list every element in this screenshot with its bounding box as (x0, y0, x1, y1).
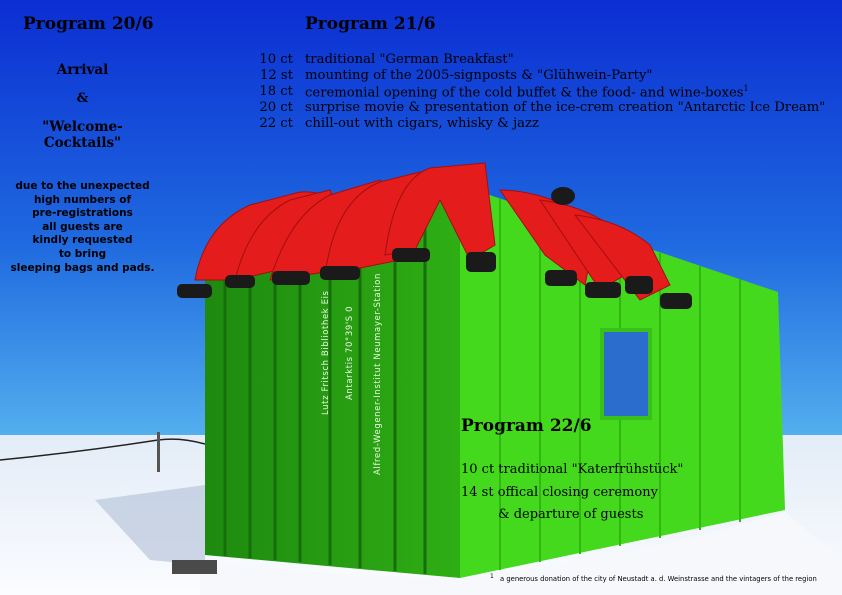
container-label-2: Antarktis 70°39'S 0 (345, 305, 355, 400)
program-20-arrival: Arrival (56, 62, 109, 78)
schedule-time: 10 ct (259, 52, 293, 67)
schedule-desc: traditional "German Breakfast" (305, 52, 514, 67)
schedule-desc: ceremonial opening of the cold buffet & the food- and wine-boxes (305, 85, 744, 101)
schedule-time: 22 ct (259, 116, 293, 131)
notice-line: due to the unexpected (15, 180, 150, 192)
schedule-time: 12 st (259, 68, 293, 83)
container-window (602, 330, 650, 418)
schedule-desc: mounting of the 2005-signposts & "Glühwein-Party" (305, 68, 653, 83)
footnote-marker: 1 (743, 84, 749, 93)
container-foot (172, 560, 217, 574)
schedule-time: 18 ct (259, 84, 293, 99)
program-20-ampersand: & (76, 91, 89, 106)
notice-line: all guests are (42, 220, 123, 233)
schedule-desc: chill-out with cigars, whisky & jazz (305, 116, 539, 131)
schedule-desc-wrap (305, 84, 749, 100)
program-22-title: Program 22/6 (461, 416, 592, 436)
schedule-time: 20 ct (259, 100, 293, 115)
footnote-text: a generous donation of the city of Neustadt a. d. Weinstrasse and the vintagers of the region (500, 575, 817, 584)
container-label-1: Lutz Fritsch Bibliothek Eis (321, 290, 331, 415)
rope-post (157, 432, 160, 472)
notice-line: kindly requested (32, 234, 133, 247)
footnote (490, 573, 817, 583)
footnote-number: 1 (490, 573, 494, 580)
program-20-welcome-line1: "Welcome- (42, 119, 123, 135)
program-22-line3: & departure of guests (498, 507, 644, 522)
program-22-line2: 14 st offical closing ceremony (461, 485, 658, 500)
notice-line: pre-registrations (32, 207, 133, 220)
program-22-line1: 10 ct traditional "Katerfrühstück" (461, 462, 684, 477)
program-20-notice (0, 180, 165, 275)
program-21-title: Program 21/6 (305, 14, 436, 34)
program-21-schedule (233, 52, 833, 142)
program-20-title: Program 20/6 (23, 14, 154, 34)
notice-line: to bring (58, 247, 107, 260)
notice-line: high numbers of (33, 193, 132, 206)
schedule-desc: surprise movie & presentation of the ice-crem creation "Antarctic Ice Dream" (305, 100, 826, 115)
notice-line: sleeping bags and pads. (10, 261, 155, 274)
container-label-3: Alfred-Wegener-Institut Neumayer-Station (373, 273, 383, 475)
program-20-welcome-line2: Cocktails" (43, 135, 122, 151)
